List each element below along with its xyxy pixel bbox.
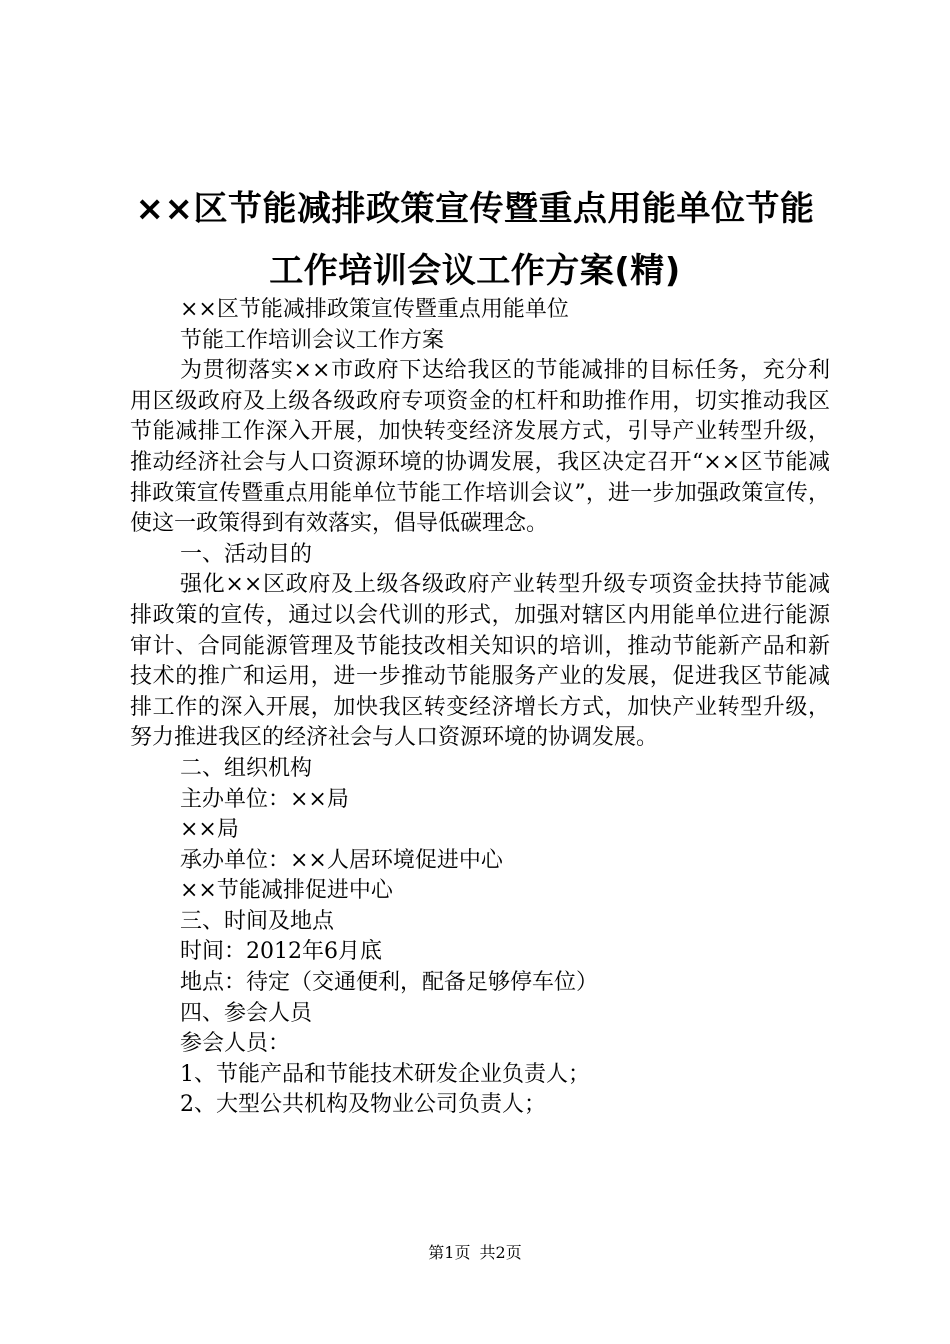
document-body	[130, 295, 830, 1121]
subtitle-line-1: ××区节能减排政策宣传暨重点用能单位	[180, 297, 569, 322]
section-heading-purpose: 一、活动目的	[180, 541, 313, 567]
organizer-line-2: ××节能减排促进中心	[180, 878, 393, 904]
section-heading-time-place: 三、时间及地点	[180, 908, 335, 934]
subtitle-line-2: 节能工作培训会议工作方案	[180, 327, 445, 353]
document-title-line-2: 工作培训会议工作方案(精)	[269, 251, 681, 291]
section-heading-organization: 二、组织机构	[180, 755, 313, 781]
host-unit-line: 主办单位：××局	[180, 786, 349, 812]
document-title-line-1: ××区节能减排政策宣传暨重点用能单位节能	[135, 189, 815, 229]
time-line: 时间：2012年6月底	[180, 939, 382, 965]
host-unit-line-2: ××局	[180, 817, 239, 843]
attendee-item-2: 2、大型公共机构及物业公司负责人；	[180, 1092, 546, 1118]
intro-paragraph: 为贯彻落实××市政府下达给我区的节能减排的目标任务，充分利用区级政府及上级各级政府专项资金的杠杆和助推作用，切实推动我区节能减排工作深入开展，加快转变经济发展方式，引导产业转型升级，推动经济社会与人口资源环境的协调发展，我区决定召开“××区节能减排政策宣传暨重点用能单位节能工作培训会议”，进一步加强政策宣传，使这一政策得到有效落实，倡导低碳理念。	[130, 358, 830, 537]
organizer-line: 承办单位：××人居环境促进中心	[180, 847, 503, 873]
attendee-item-1: 1、节能产品和节能技术研发企业负责人；	[180, 1061, 590, 1087]
attendees-label: 参会人员：	[180, 1031, 291, 1057]
page-number-footer: 第1页 共2页	[428, 1243, 522, 1262]
place-line: 地点：待定（交通便利，配备足够停车位）	[180, 970, 599, 996]
purpose-paragraph: 强化××区政府及上级各级政府产业转型升级专项资金扶持节能减排政策的宣传，通过以会代训的形式，加强对辖区内用能单位进行能源审计、合同能源管理及节能技改相关知识的培训，推动节能新产品和新技术的推广和运用，进一步推动节能服务产业的发展，促进我区节能减排工作的深入开展，加快我区转变经济增长方式，加快产业转型升级，努力推进我区的经济社会与人口资源环境的协调发展。	[130, 572, 830, 751]
section-heading-attendees: 四、参会人员	[180, 1000, 313, 1026]
